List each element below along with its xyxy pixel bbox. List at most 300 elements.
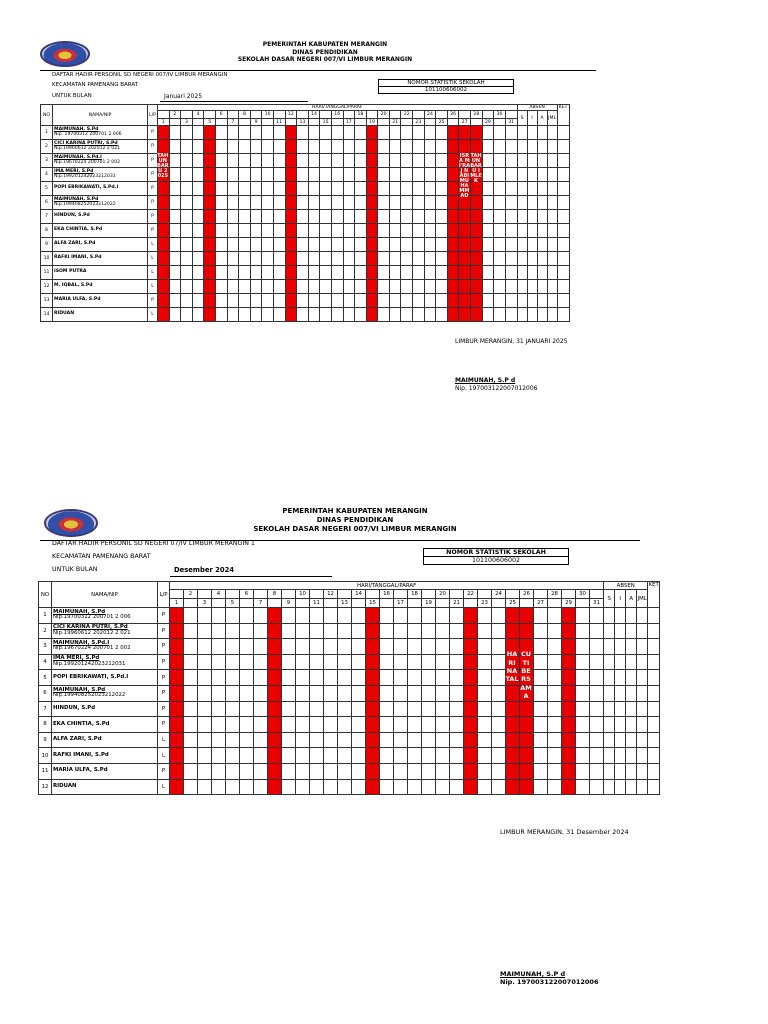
attendance-cell — [436, 608, 450, 624]
absen-cell — [615, 701, 626, 717]
attendance-cell — [338, 717, 352, 733]
attendance-cell — [548, 763, 562, 779]
attendance-cell — [240, 717, 254, 733]
staff-nip: Nip.19670224 200701 2 002 — [54, 159, 121, 165]
attendance-cell — [422, 732, 436, 748]
day-number-top: 22 — [401, 111, 413, 119]
holiday-cell — [520, 701, 534, 717]
holiday-cell — [520, 732, 534, 748]
day-number-bottom: 27 — [534, 599, 548, 608]
day-number-top — [366, 590, 380, 599]
holiday-cell — [170, 732, 184, 748]
absen-col-jml: JML — [637, 590, 648, 608]
gender-cell: L — [158, 732, 170, 748]
row-number: 5 — [39, 670, 52, 686]
day-number-top: 22 — [464, 590, 478, 599]
attendance-cell — [534, 608, 548, 624]
row-number: 11 — [41, 266, 53, 280]
absen-cell — [604, 608, 615, 624]
attendance-cell — [310, 748, 324, 764]
ket-cell — [648, 748, 660, 764]
day-number-top — [394, 590, 408, 599]
holiday-cell — [562, 670, 576, 686]
row-number: 14 — [41, 308, 53, 322]
staff-name: HINDUN, S.Pd — [54, 213, 90, 219]
attendance-cell — [338, 639, 352, 655]
attendance-cell — [576, 639, 590, 655]
attendance-cell — [198, 670, 212, 686]
attendance-cell — [310, 623, 324, 639]
holiday-cell — [268, 654, 282, 670]
attendance-cell — [492, 654, 506, 670]
attendance-cell — [352, 732, 366, 748]
letterhead — [200, 507, 510, 533]
ket-cell — [648, 701, 660, 717]
holiday-cell — [464, 608, 478, 624]
attendance-cell — [492, 608, 506, 624]
place-date: LIMBUR MERANGIN, 31 Desember 2024 — [500, 828, 629, 836]
attendance-cell — [338, 608, 352, 624]
absen-cell — [615, 717, 626, 733]
day-number-bottom: 9 — [282, 599, 296, 608]
attendance-cell — [226, 701, 240, 717]
ket-cell — [648, 779, 660, 795]
attendance-cell — [422, 748, 436, 764]
day-number-bottom: 25 — [436, 119, 448, 126]
day-number-bottom — [520, 599, 534, 608]
row-number: 7 — [41, 210, 53, 224]
day-number-bottom — [548, 599, 562, 608]
absen-cell — [604, 639, 615, 655]
day-number-top — [450, 590, 464, 599]
holiday-cell — [464, 717, 478, 733]
attendance-cell — [324, 670, 338, 686]
attendance-cell — [408, 670, 422, 686]
info-title: DAFTAR HADIR PERSONIL SD NEGERI 007/IV LIMBUR MERANGIN — [52, 72, 228, 78]
day-number-bottom: 21 — [389, 119, 401, 126]
attendance-cell — [492, 685, 506, 701]
attendance-cell — [590, 654, 604, 670]
attendance-cell — [408, 748, 422, 764]
attendance-cell — [450, 763, 464, 779]
attendance-cell — [338, 732, 352, 748]
gender-cell: P — [158, 608, 170, 624]
staff-name: MARIA ULFA, S.Pd — [53, 767, 108, 774]
attendance-cell — [478, 779, 492, 795]
attendance-cell — [590, 748, 604, 764]
holiday-cell — [506, 763, 520, 779]
absen-cell — [637, 748, 648, 764]
attendance-cell — [352, 685, 366, 701]
absen-cell — [626, 732, 637, 748]
attendance-cell — [394, 763, 408, 779]
absen-cell — [615, 608, 626, 624]
staff-nip: Nip.199201242023212031 — [53, 661, 126, 668]
attendance-cell — [576, 717, 590, 733]
day-number-top: 10 — [262, 111, 274, 119]
gender-cell: P — [148, 294, 158, 308]
day-number-top: 24 — [424, 111, 436, 119]
attendance-cell — [380, 623, 394, 639]
sheet-info — [52, 538, 372, 577]
attendance-cell — [310, 717, 324, 733]
attendance-cell — [184, 639, 198, 655]
staff-name: CICI KARINA PUTRI, S.Pd — [54, 140, 118, 146]
staff-name: MAIMUNAH, S.Pd — [53, 608, 106, 615]
day-number-top — [506, 590, 520, 599]
attendance-cell — [450, 779, 464, 795]
attendance-cell — [380, 654, 394, 670]
absen-cell — [615, 763, 626, 779]
day-number-top: 26 — [520, 590, 534, 599]
col-header-ket: KET — [557, 105, 569, 126]
absen-cell — [637, 717, 648, 733]
row-number: 8 — [41, 224, 53, 238]
row-number: 8 — [39, 717, 52, 733]
gender-cell: L — [148, 308, 158, 322]
attendance-cell — [534, 701, 548, 717]
staff-row — [39, 608, 660, 624]
attendance-cell — [590, 670, 604, 686]
day-number-top: 20 — [378, 111, 390, 119]
staff-nip: Nip.19960612 202012 2 021 — [54, 145, 121, 151]
gender-cell: P — [148, 140, 158, 154]
attendance-cell — [282, 654, 296, 670]
attendance-cell — [184, 732, 198, 748]
holiday-cell — [562, 779, 576, 795]
attendance-cell — [590, 685, 604, 701]
attendance-cell — [408, 654, 422, 670]
attendance-cell — [198, 623, 212, 639]
holiday-cell — [268, 701, 282, 717]
row-number: 3 — [41, 154, 53, 168]
attendance-cell — [226, 654, 240, 670]
day-number-bottom — [324, 599, 338, 608]
attendance-cell — [422, 717, 436, 733]
absen-cell — [615, 639, 626, 655]
staff-name: EKA CHINTIA, S.Pd — [54, 227, 103, 233]
day-number-bottom: 19 — [366, 119, 378, 126]
day-number-top: 26 — [447, 111, 459, 119]
attendance-cell — [436, 685, 450, 701]
attendance-cell — [548, 779, 562, 795]
day-number-bottom: 17 — [343, 119, 355, 126]
school-statistic-number-box — [423, 548, 569, 565]
staff-row — [39, 670, 660, 686]
attendance-cell — [254, 639, 268, 655]
row-number: 6 — [39, 685, 52, 701]
day-number-bottom — [268, 599, 282, 608]
attendance-cell — [282, 717, 296, 733]
day-number-bottom: 27 — [459, 119, 471, 126]
staff-name: POPI EBRIKAWATI, S.Pd.I — [53, 673, 129, 680]
holiday-label: CUTI BERSAMA — [520, 650, 532, 701]
holiday-cell — [506, 701, 520, 717]
staff-name-cell — [52, 779, 158, 795]
attendance-cell — [394, 685, 408, 701]
attendance-cell — [548, 748, 562, 764]
holiday-cell — [464, 639, 478, 655]
attendance-cell — [352, 654, 366, 670]
staff-name: MAIMUNAH, S.Pd — [54, 126, 99, 132]
attendance-cell — [478, 685, 492, 701]
holiday-cell — [268, 732, 282, 748]
staff-row — [39, 701, 660, 717]
absen-col-i: I — [615, 590, 626, 608]
staff-row — [39, 779, 660, 795]
row-number: 10 — [41, 252, 53, 266]
holiday-cell — [506, 623, 520, 639]
attendance-cell — [282, 779, 296, 795]
attendance-cell — [226, 639, 240, 655]
attendance-cell — [422, 623, 436, 639]
attendance-cell — [240, 670, 254, 686]
attendance-cell — [282, 608, 296, 624]
staff-name: ALFA ZARI, S.Pd — [53, 736, 102, 743]
attendance-cell — [338, 654, 352, 670]
attendance-cell — [576, 748, 590, 764]
day-number-top: 14 — [308, 111, 320, 119]
day-number-top — [310, 590, 324, 599]
absen-cell — [615, 654, 626, 670]
signer-nip: Nip. 197003122007012006 — [500, 978, 599, 987]
day-number-bottom: 11 — [310, 599, 324, 608]
staff-name: RAFKI IMANI, S.Pd — [53, 751, 109, 758]
attendance-cell — [478, 639, 492, 655]
attendance-cell — [296, 608, 310, 624]
attendance-cell — [184, 763, 198, 779]
attendance-cell — [296, 701, 310, 717]
attendance-cell — [254, 779, 268, 795]
attendance-cell — [492, 732, 506, 748]
attendance-cell — [352, 701, 366, 717]
holiday-cell — [562, 654, 576, 670]
col-header-lp: L/P — [148, 105, 158, 126]
holiday-cell — [366, 763, 380, 779]
gender-cell: P — [158, 763, 170, 779]
absen-cell — [626, 763, 637, 779]
attendance-cell — [408, 732, 422, 748]
attendance-cell — [184, 701, 198, 717]
holiday-cell — [170, 623, 184, 639]
holiday-cell — [562, 763, 576, 779]
gender-cell: P — [148, 210, 158, 224]
attendance-cell — [450, 732, 464, 748]
holiday-cell — [170, 748, 184, 764]
attendance-cell — [352, 779, 366, 795]
attendance-cell — [240, 654, 254, 670]
staff-nip: Nip.199408252023212022 — [53, 692, 126, 699]
row-number: 1 — [39, 608, 52, 624]
attendance-cell — [184, 717, 198, 733]
day-number-top — [590, 590, 604, 599]
attendance-cell — [590, 763, 604, 779]
absen-cell — [626, 608, 637, 624]
attendance-cell — [198, 717, 212, 733]
attendance-cell — [380, 685, 394, 701]
day-number-bottom: 29 — [562, 599, 576, 608]
attendance-cell — [534, 639, 548, 655]
absen-cell — [626, 717, 637, 733]
attendance-cell — [310, 685, 324, 701]
attendance-cell — [492, 670, 506, 686]
attendance-cell — [590, 701, 604, 717]
attendance-cell — [254, 654, 268, 670]
staff-name: IMA MERI, S.Pd — [53, 655, 100, 662]
absen-col-a: A — [537, 111, 547, 126]
absen-col-s: S — [517, 111, 527, 126]
attendance-cell — [296, 670, 310, 686]
day-number-top: 24 — [492, 590, 506, 599]
attendance-cell — [478, 701, 492, 717]
absen-cell — [626, 623, 637, 639]
attendance-cell — [590, 732, 604, 748]
attendance-cell — [198, 779, 212, 795]
holiday-cell — [170, 701, 184, 717]
gender-cell: L — [158, 779, 170, 795]
attendance-cell — [338, 623, 352, 639]
attendance-cell — [324, 639, 338, 655]
holiday-cell — [520, 763, 534, 779]
attendance-cell — [212, 685, 226, 701]
ket-cell — [648, 608, 660, 624]
day-number-top: 16 — [331, 111, 343, 119]
day-number-bottom: 17 — [394, 599, 408, 608]
col-header-absen: ABSEN — [604, 582, 648, 590]
attendance-cell — [324, 654, 338, 670]
holiday-cell — [366, 717, 380, 733]
attendance-cell — [478, 763, 492, 779]
absen-cell — [604, 748, 615, 764]
staff-name-cell — [52, 623, 158, 639]
attendance-cell — [380, 608, 394, 624]
attendance-cell — [478, 623, 492, 639]
attendance-cell — [436, 701, 450, 717]
attendance-cell — [282, 763, 296, 779]
absen-col-jml: JML — [547, 111, 557, 126]
staff-name: MAIMUNAH, S.Pd.I — [54, 154, 102, 160]
day-number-top: 4 — [192, 111, 204, 119]
day-number-bottom: 25 — [506, 599, 520, 608]
attendance-cell — [548, 623, 562, 639]
attendance-cell — [338, 701, 352, 717]
staff-row — [39, 748, 660, 764]
attendance-cell — [184, 654, 198, 670]
day-number-top — [226, 590, 240, 599]
staff-row — [39, 763, 660, 779]
attendance-cell — [436, 623, 450, 639]
attendance-cell — [478, 732, 492, 748]
day-number-bottom: 23 — [478, 599, 492, 608]
attendance-cell — [478, 670, 492, 686]
attendance-cell — [296, 639, 310, 655]
day-number-top: 20 — [436, 590, 450, 599]
holiday-cell — [506, 685, 520, 701]
attendance-cell — [548, 639, 562, 655]
absen-cell — [626, 779, 637, 795]
day-number-top — [254, 590, 268, 599]
attendance-cell — [548, 654, 562, 670]
absen-cell — [637, 732, 648, 748]
day-number-bottom: 13 — [338, 599, 352, 608]
attendance-cell — [282, 685, 296, 701]
staff-name: POPI EBRIKAWATI, S.Pd.I — [54, 185, 119, 191]
attendance-cell — [408, 717, 422, 733]
attendance-cell — [380, 639, 394, 655]
day-number-top: 8 — [239, 111, 251, 119]
holiday-cell — [268, 685, 282, 701]
day-number-bottom: 31 — [505, 119, 517, 126]
attendance-grid — [38, 581, 660, 795]
holiday-cell — [366, 608, 380, 624]
place-date: LIMBUR MERANGIN, 31 JANUARI 2025 — [455, 338, 568, 345]
attendance-cell — [212, 748, 226, 764]
staff-row — [39, 654, 660, 670]
info-month-label: UNTUK BULAN — [52, 92, 92, 99]
holiday-cell — [268, 748, 282, 764]
attendance-cell — [212, 717, 226, 733]
day-number-bottom — [464, 599, 478, 608]
attendance-cell — [478, 748, 492, 764]
attendance-cell — [436, 732, 450, 748]
attendance-cell — [380, 701, 394, 717]
attendance-cell — [198, 748, 212, 764]
attendance-cell — [436, 748, 450, 764]
attendance-cell — [380, 779, 394, 795]
holiday-cell — [268, 779, 282, 795]
absen-cell — [604, 701, 615, 717]
staff-name-cell — [52, 685, 158, 701]
holiday-cell — [268, 763, 282, 779]
attendance-cell — [338, 763, 352, 779]
attendance-cell — [380, 748, 394, 764]
attendance-cell — [254, 732, 268, 748]
attendance-cell — [184, 779, 198, 795]
holiday-cell — [562, 748, 576, 764]
attendance-cell — [324, 717, 338, 733]
attendance-cell — [240, 639, 254, 655]
holiday-cell — [562, 717, 576, 733]
attendance-cell — [296, 717, 310, 733]
info-month-label: UNTUK BULAN — [52, 565, 98, 573]
attendance-cell — [590, 717, 604, 733]
kabupaten-logo-icon — [44, 509, 98, 537]
attendance-cell — [226, 608, 240, 624]
attendance-cell — [422, 639, 436, 655]
ket-cell — [648, 670, 660, 686]
absen-cell — [626, 701, 637, 717]
absen-cell — [604, 623, 615, 639]
row-number: 12 — [41, 280, 53, 294]
row-number: 11 — [39, 763, 52, 779]
holiday-cell — [366, 779, 380, 795]
signer-nip: Nip. 197003122007012006 — [455, 384, 538, 392]
attendance-cell — [226, 732, 240, 748]
attendance-cell — [338, 685, 352, 701]
absen-cell — [615, 732, 626, 748]
holiday-cell — [366, 654, 380, 670]
holiday-cell — [464, 685, 478, 701]
attendance-cell — [380, 717, 394, 733]
ket-cell — [648, 717, 660, 733]
holiday-label: ISRA MI'RAJ NABI MUHAMMAD — [458, 153, 470, 200]
attendance-cell — [394, 608, 408, 624]
ket-cell — [648, 763, 660, 779]
attendance-cell — [408, 763, 422, 779]
attendance-cell — [548, 701, 562, 717]
gender-cell: P — [158, 654, 170, 670]
day-number-bottom — [240, 599, 254, 608]
